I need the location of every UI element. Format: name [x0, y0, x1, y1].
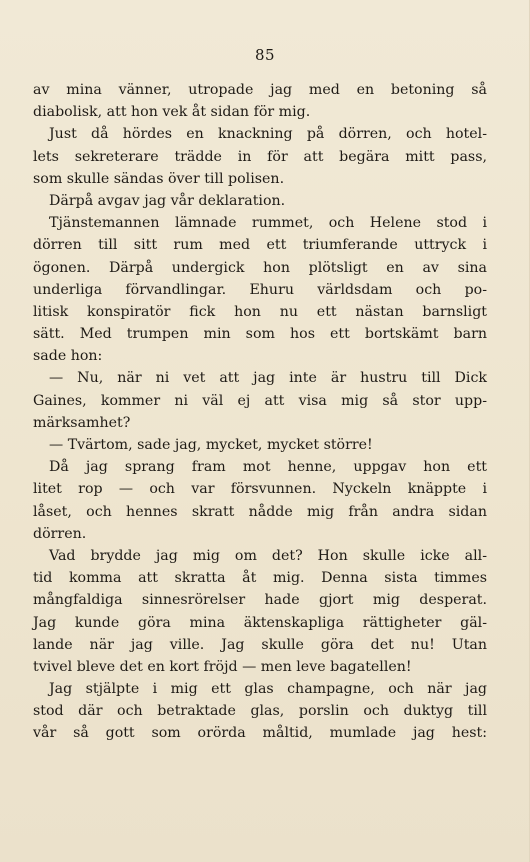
text-line: vår så gott som orörda måltid, mumlade jag hest:	[33, 725, 487, 742]
text-line: — Tvärtom, sade jag, mycket, mycket större!	[49, 437, 373, 453]
text-line: Jag stjälpte i mig ett glas champagne, och när jag	[49, 681, 487, 698]
text-line: diabolisk, att hon vek åt sidan för mig.	[33, 104, 311, 121]
text-line: Vad brydde jag mig om det? Hon skulle icke all-	[49, 547, 487, 564]
text-line: litisk konspiratör fick hon nu ett nästan barnsligt	[33, 303, 487, 320]
page-number: 85	[254, 46, 276, 64]
text-line: sätt. Med trumpen min som hos ett bortskämt barn	[33, 326, 487, 343]
body-text	[33, 79, 487, 745]
text-line: som skulle sändas över till polisen.	[33, 170, 285, 187]
text-line: Jag kunde göra mina äktenskapliga rättigheter gäl-	[33, 614, 487, 631]
text-line: litet rop — och var försvunnen. Nyckeln knäppte i	[33, 481, 487, 498]
text-line: stod där och betraktade glas, porslin och duktyg till	[33, 703, 487, 720]
text-line: lets sekreterare trädde in för att begära mitt pass,	[33, 148, 487, 165]
text-line: ögonen. Därpå undergick hon plötsligt en av sina	[33, 259, 487, 276]
text-line: underliga förvandlingar. Ehuru världsdam och po-	[33, 281, 487, 298]
text-line: Då jag sprang fram mot henne, uppgav hon ett	[49, 459, 487, 476]
text-line: lande när jag ville. Jag skulle göra det nu! Utan	[33, 636, 487, 653]
text-line: mångfaldiga sinnesrörelser hade gjort mig desperat.	[33, 592, 487, 609]
text-line: Tjänstemannen lämnade rummet, och Helene stod i	[49, 215, 487, 232]
text-line: — Nu, när ni vet att jag inte är hustru till Dick	[49, 370, 487, 387]
text-line: tid komma att skratta åt mig. Denna sista timmes	[33, 570, 487, 587]
text-line: sade hon:	[33, 348, 103, 365]
text-line: märksamhet?	[33, 414, 131, 431]
text-line: Därpå avgav jag vår deklaration.	[49, 192, 286, 209]
text-line: Gaines, kommer ni väl ej att visa mig så stor upp-	[33, 392, 487, 409]
text-line: tvivel bleve det en kort fröjd — men leve bagatellen!	[33, 658, 412, 675]
text-line: dörren.	[33, 525, 87, 542]
text-line: Just då hördes en knackning på dörren, och hotel-	[49, 126, 487, 143]
text-line: av mina vänner, utropade jag med en betoning så	[33, 82, 487, 98]
text-line: låset, och hennes skratt nådde mig från andra sidan	[33, 503, 487, 520]
text-line: dörren till sitt rum med ett triumferande uttryck i	[33, 237, 487, 254]
